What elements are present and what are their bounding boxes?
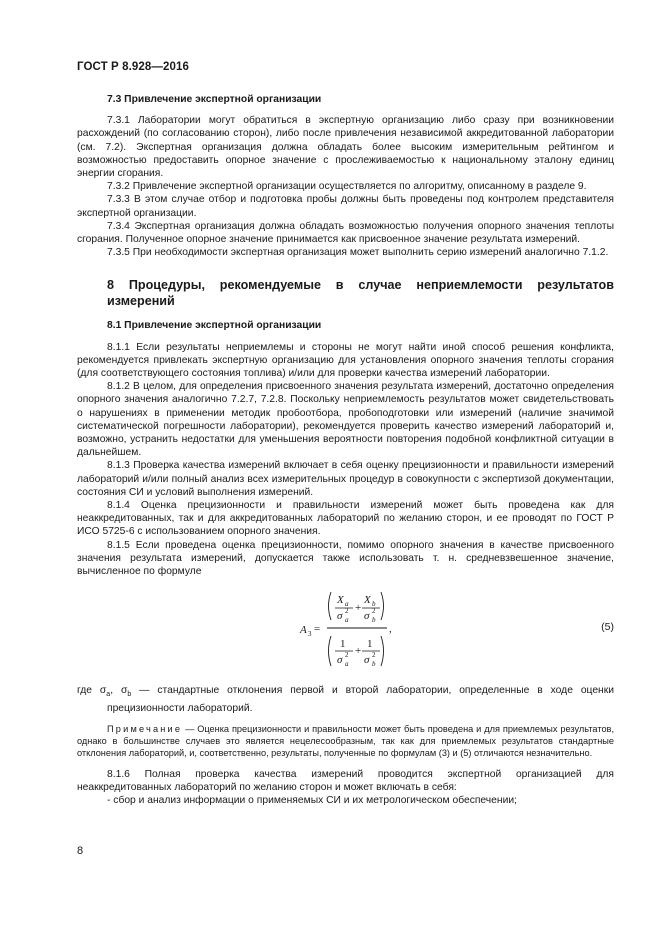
- document-header: ГОСТ Р 8.928—2016: [77, 61, 189, 73]
- formula-sigma-b: σ: [364, 610, 370, 623]
- formula-den-sigma-b-sub: b: [372, 660, 376, 669]
- paragraph-7-3-2: 7.3.2 Привлечение экспертной организации осуществляется по алгоритму, описанному в разделе 9.: [107, 181, 587, 193]
- formula-5: [77, 586, 614, 672]
- formula-xb: X: [364, 594, 371, 607]
- formula-one-b: 1: [367, 638, 373, 651]
- paragraph-8-1-1: 8.1.1 Если результаты неприемлемы и стороны не могут найти иной способ решения конфликта, рекомендуется привлекать экспертную организацию для установления опорного значения теплоты сгорания (для соответствующего состояния топлива) и/или для проверки качества измерений лаборатории.: [77, 341, 614, 380]
- paragraph-7-3-4: 7.3.4 Экспертная организация должна обладать возможностью получения опорного значения теплоты сгорания. Полученное опорное значение принимается как присвоенное значение результата измерений.: [77, 220, 614, 246]
- formula-equals: =: [314, 623, 321, 636]
- page-number: 8: [77, 845, 84, 857]
- where-sub-b: b: [127, 691, 132, 699]
- note: [77, 723, 614, 759]
- where-lead: где σ: [77, 685, 107, 697]
- formula-one-a: 1: [340, 638, 346, 651]
- formula-den-sq-b: 2: [372, 651, 376, 660]
- formula-sigma-b-sub: b: [372, 616, 376, 625]
- formula-sigma-a: σ: [337, 610, 343, 623]
- formula-comma: ,: [389, 623, 392, 636]
- paragraph-8-1-4: 8.1.4 Оценка прецизионности и правильности измерений может быть проведена как для неаккредитованных, так и для аккредитованных лабораторий по желанию сторон, и ее проводят по ГОСТ Р ИСО 5725-6 с использованием опорного значения.: [77, 500, 614, 538]
- list-item-1: - сбор и анализ информации о применяемых СИ и их метрологическом обеспечении;: [107, 795, 517, 807]
- formula-sigma-a-sub: a: [345, 616, 349, 625]
- page-content: [77, 93, 614, 807]
- where-sub-a: a: [106, 691, 111, 699]
- formula-den-sigma-a-sub: a: [345, 660, 349, 669]
- formula-xb-sub: b: [372, 600, 376, 609]
- formula-lhs: A: [300, 624, 307, 637]
- section-8-1-title: 8.1 Привлечение экспертной организации: [107, 320, 322, 332]
- formula-graphic: [77, 586, 614, 672]
- paragraph-7-3-5: 7.3.5 При необходимости экспертная организация может выполнить серию измерений аналогично 7.1.2.: [107, 247, 609, 259]
- formula-den-sigma-b: σ: [364, 654, 370, 667]
- formula-explanation: [77, 684, 614, 714]
- note-text: — Оценка прецизионности и правильности может быть проведена и для приемлемых результатов, однако в большинстве случаев это является нецелесообразным, так как для приемлемых результатов стандартные отклонения лабораторий, и, соответственно, результаты, полученные по формулам (3) и (5) отличаются незначительно.: [77, 723, 614, 758]
- note-label: Примечание: [107, 723, 183, 734]
- paragraph-8-1-2: 8.1.2 В целом, для определения присвоенного значения результата измерений, достаточно определения опорного значения аналогично 7.2.7, 7.2.8. Поскольку неприемлемость результатов может свидетельствовать о нарушениях в применении методик пробоотбора, пробоподготовки или измерений (наличие значимой систематической погрешности лаборатории), рекомендуется проверить качество измерений лабораторий и, возможно, устранить недостатки для уменьшения вероятности повторения подобной конфликтной ситуации в дальнейшем.: [77, 381, 614, 459]
- paragraph-7-3-3: 7.3.3 В этом случае отбор и подготовка пробы должны быть проведены под контролем представителя экспертной организации.: [77, 194, 614, 219]
- formula-number: (5): [601, 621, 614, 634]
- formula-sq-a: 2: [345, 607, 349, 616]
- paragraph-8-1-5: 8.1.5 Если проведена оценка прецизионности, помимо опорного значения в качестве присвоенного значения результата измерений, допускается также использовать т. н. средневзвешенное значение, вычисленное по формуле: [77, 539, 614, 578]
- formula-plus-2: +: [355, 645, 362, 658]
- section-7-3-title: 7.3 Привлечение экспертной организации: [107, 94, 322, 105]
- formula-plus-1: +: [355, 602, 362, 615]
- paragraph-8-1-6: 8.1.6 Полная проверка качества измерений проводится экспертной организацией для неаккредитованных лабораторий по желанию сторон и может включать в себя:: [77, 768, 614, 793]
- formula-xa: X: [337, 594, 344, 607]
- where-text: — стандартные отклонения первой и второй лаборатории, определенные в ходе оценки прецизионности лабораторий.: [107, 685, 614, 714]
- formula-lhs-sub: 3: [308, 630, 312, 639]
- formula-den-sq-a: 2: [345, 651, 349, 660]
- formula-sq-b: 2: [372, 607, 376, 616]
- formula-xa-sub: a: [345, 600, 349, 609]
- where-mid: , σ: [110, 685, 128, 697]
- paragraph-7-3-1: 7.3.1 Лаборатории могут обратиться в экспертную организацию либо сразу при возникновении расхождений (по согласованию сторон), либо после привлечения независимой аккредитованной лаборатории (см. 7.2). Экспертная организация должна обладать более высоким измерительным рейтингом и возможностью предоставить опорное значение с прослеживаемостью к национальному эталону единиц энергии сгорания.: [77, 115, 614, 180]
- paragraph-8-1-3: 8.1.3 Проверка качества измерений включает в себя оценку прецизионности и правильности измерений лабораторий и/или полный анализ всех измерительных процедур в совокупности с экспертизой документации, состояния СИ и условий выполнения измерений.: [77, 460, 614, 498]
- section-8-title: 8 Процедуры, рекомендуемые в случае неприемлемости результатов измерений: [107, 278, 614, 309]
- formula-den-sigma-a: σ: [337, 654, 343, 667]
